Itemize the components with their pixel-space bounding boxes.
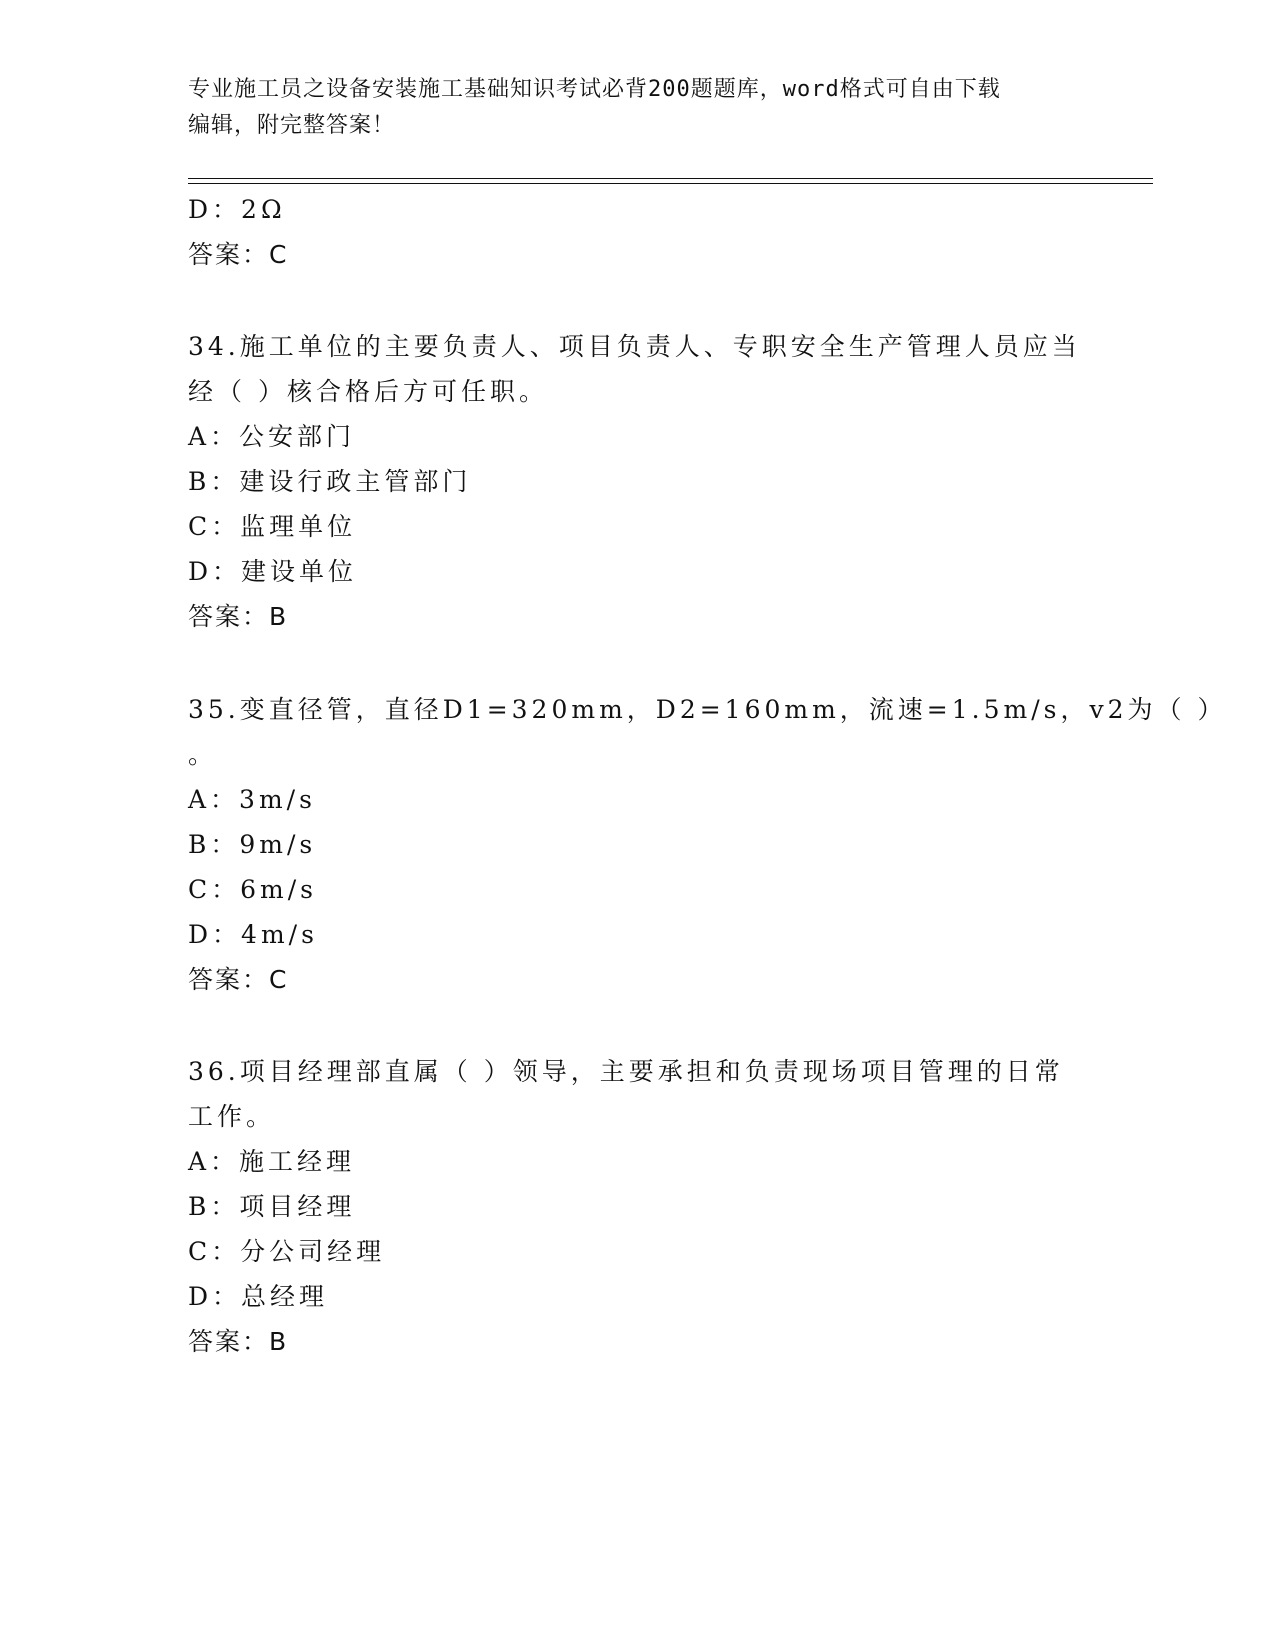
q36-answer: 答案：B bbox=[188, 1327, 289, 1356]
q36-option-a: A：施工经理 bbox=[188, 1147, 356, 1176]
q35-stem-line-1: 35.变直径管，直径D1=320mm，D2=160mm，流速=1.5m/s，v2为（ ） bbox=[188, 695, 1227, 724]
header-line-1: 专业施工员之设备安装施工基础知识考试必背200题题库，word格式可自由下载 bbox=[188, 77, 1001, 102]
q35-option-a: A：3m/s bbox=[188, 785, 316, 814]
q34-option-c: C：监理单位 bbox=[188, 512, 357, 541]
prev-answer: 答案：C bbox=[188, 240, 289, 269]
header-line-2: 编辑，附完整答案！ bbox=[188, 113, 396, 138]
q35-option-c: C：6m/s bbox=[188, 875, 317, 904]
q35-option-b: B：9m/s bbox=[188, 830, 317, 859]
q34-stem-line-1: 34.施工单位的主要负责人、项目负责人、专职安全生产管理人员应当 bbox=[188, 332, 1081, 361]
q34-stem-line-2: 经（ ）核合格后方可任职。 bbox=[188, 377, 548, 406]
q36-option-c: C：分公司经理 bbox=[188, 1237, 386, 1266]
header-divider-bottom bbox=[188, 183, 1153, 184]
prev-option-d: D：2Ω bbox=[188, 195, 286, 224]
q36-option-d: D：总经理 bbox=[188, 1282, 329, 1311]
q36-stem-line-2: 工作。 bbox=[188, 1102, 276, 1131]
q34-option-d: D：建设单位 bbox=[188, 557, 358, 586]
q34-answer: 答案：B bbox=[188, 602, 289, 631]
q36-option-b: B：项目经理 bbox=[188, 1192, 356, 1221]
q35-answer: 答案：C bbox=[188, 965, 289, 994]
q35-stem-line-2: 。 bbox=[188, 740, 218, 769]
q36-stem-line-1: 36.项目经理部直属（ ）领导，主要承担和负责现场项目管理的日常 bbox=[188, 1057, 1064, 1086]
q35-option-d: D：4m/s bbox=[188, 920, 318, 949]
document-header bbox=[188, 72, 1088, 144]
q34-option-b: B：建设行政主管部门 bbox=[188, 467, 472, 496]
q34-option-a: A：公安部门 bbox=[188, 422, 356, 451]
header-divider-top bbox=[188, 178, 1153, 179]
